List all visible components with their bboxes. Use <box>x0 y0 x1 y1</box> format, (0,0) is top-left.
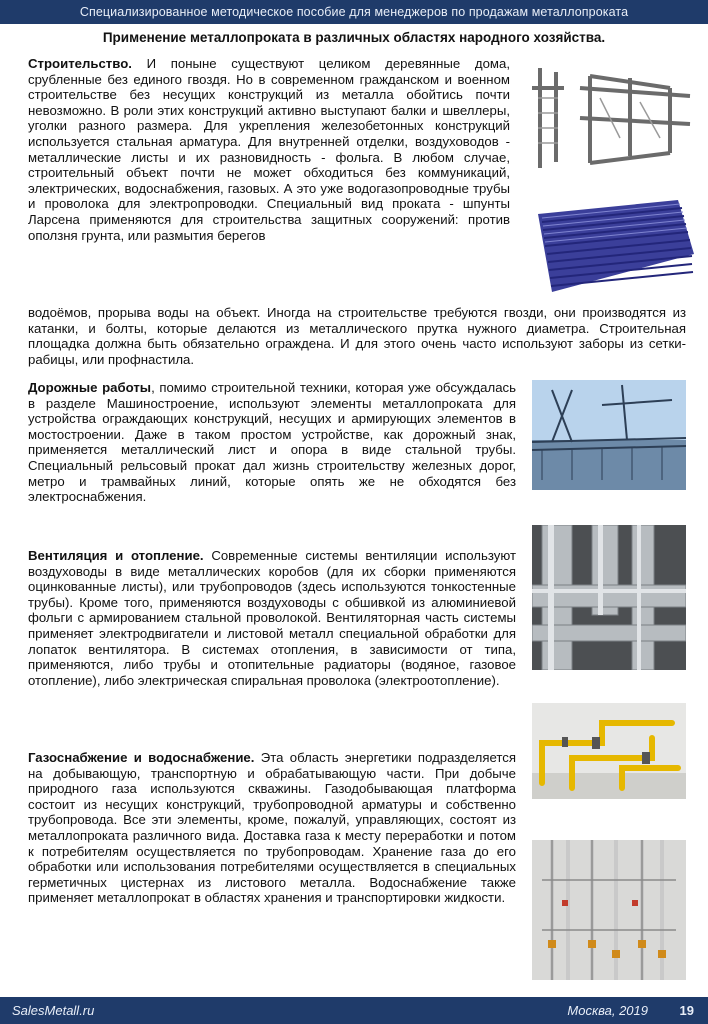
gas-text: Эта область энергетики подразделяется на добывающую, транспортную и обрабатывающую части. При добыче природного газа используются скважины. Газодобывающая платформа состоит из несущих конструкций, трубопроводной арматуры и собственно трубопровода. Все эти элементы, кроме, пожалуй, управляющих, состоят из металлопроката различного вида. Доставка газа к месту переработки и потом к потребителям осуществляется по трубопроводам. Хранение газа до его обработки или использования потребителями осуществляется в специальных герметичных цистернах из листового металла. Водоснабжение также применяет металлопрокат в областях хранения и транспортировки жидкости. <box>28 750 516 906</box>
roads-text: , помимо строительной техники, которая уже обсуждалась в разделе Машиностроение, используют элементы металлопроката для устройства ограждающих конструкций, несущих и армирующих элементов в мостостроении. Даже в таком простом устройстве, как дорожный знак, применяется металлический лист и опора в виде стальной трубы. Специальный рельсовый прокат дал жизнь строительству железных дорог, метро и трамвайных линий, которые опять же не обходятся без электроснабжения. <box>28 380 516 505</box>
gas-heading: Газоснабжение и водоснабжение. <box>28 750 255 765</box>
construction-paragraph-wide <box>28 305 686 367</box>
roads-paragraph <box>28 380 516 505</box>
construction-text: И поныне существуют целиком деревянные дома, срубленные без единого гвоздя. Но в современном гражданском и военном строительстве без несущих конструкций из металла обойтись почти невозможно. В роли этих конструкций активно выступают балки и швеллеры, уголки разного размера. Для укрепления железобетонных конструкций используется стальная арматура. Для внутренней отделки, воздуховодов - металлические листы и их разновидность - фольга. В любом случае, строительный объект почти не может обходиться без коммуникаций, электрических, водоснабжения, газовых. А это уже водогазопроводные трубы и проволока для электропроводки. Специальный вид проката - шпунты Ларсена применяются для строительства защитных сооружений: против оползня грунта, или размытия берегов <box>28 56 510 243</box>
footer-city-year: Москва, 2019 <box>567 1003 648 1018</box>
construction-heading: Строительство. <box>28 56 132 71</box>
footer-site: SalesMetall.ru <box>12 1003 95 1018</box>
page-number: 19 <box>679 1003 694 1018</box>
ventilation-text: Современные системы вентиляции используют воздуховоды в виде металлических коробов (для их сборки применяются оцинкованные листы), или трубопроводов (здесь используются тонкостенные трубы). Кроме того, применяются воздуховоды с обшивкой из алюминиевой фольги с армированием стальной проволокой. Вентиляторная часть системы применяет электродвигатели и листовой металл специальной обработки для лопаток вентилятора. В системах отопления, в зависимости от типа, применяются, либо трубы и отопительные радиаторы (водяное, газовое отопление), либо электрическая спиральная проволока (электроотопление). <box>28 548 517 688</box>
water-pipes-image <box>532 840 686 980</box>
steel-frame-image <box>520 58 700 180</box>
construction-text-wide: водоёмов, прорыва воды на объект. Иногда на строительстве требуются гвозди, они производятся из катанки, и болты, которые делаются из металлического прутка нужного диаметра. Строительная площадка должна быть обязательно ограждена. И для этого очень часто используют заборы из сетки-рабицы, или профнастила. <box>28 305 686 367</box>
roads-heading: Дорожные работы <box>28 380 152 395</box>
gas-pipes-image <box>532 703 686 799</box>
bridge-construction-image <box>532 380 686 490</box>
page-header: Специализированное методическое пособие для менеджеров по продажам металлопроката <box>0 0 708 24</box>
page-footer <box>0 997 708 1024</box>
ventilation-paragraph <box>28 548 516 688</box>
ventilation-ducts-image <box>532 525 686 670</box>
profiled-sheet-image <box>528 194 698 298</box>
construction-paragraph <box>28 56 510 243</box>
gas-paragraph <box>28 750 516 906</box>
ventilation-heading: Вентиляция и отопление. <box>28 548 204 563</box>
page-title: Применение металлопроката в различных областях народного хозяйства. <box>102 30 606 45</box>
